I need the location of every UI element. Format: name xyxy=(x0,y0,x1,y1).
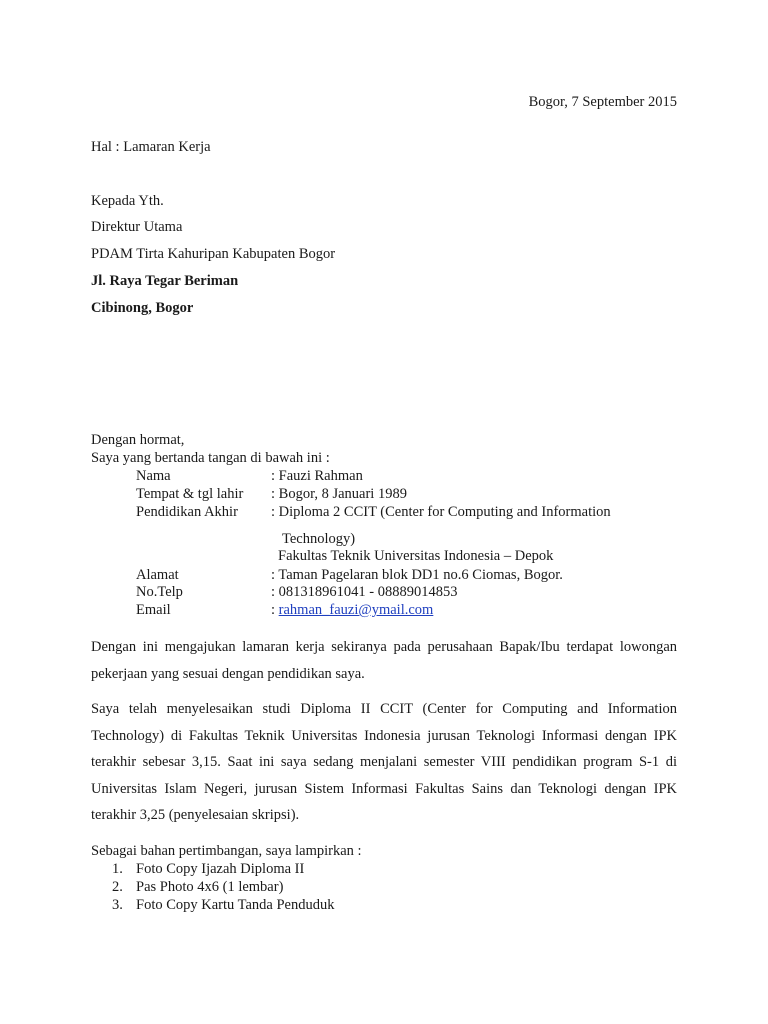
paragraph-education: Saya telah menyelesaikan studi Diploma II CCIT (Center for Computing and Information Technology) di Fakultas Teknik Universitas Indonesia jurusan Teknologi Informasi dengan IPK terakhir sebesar 3,15. Saat ini saya sedang menjalani semester VIII pendidikan program S-1 di Universitas Islam Negeri, jurusan Sistem Informasi Fakultas Sains dan Teknologi dengan IPK terakhir 3,25 (penyelesaian skripsi). xyxy=(91,701,677,823)
attachment-number: 1. xyxy=(112,861,123,877)
birth-value: : Bogor, 8 Januari 1989 xyxy=(271,486,407,502)
attachments-intro: Sebagai bahan pertimbangan, saya lampirkan : xyxy=(91,843,362,859)
attachment-item: Foto Copy Ijazah Diploma II xyxy=(136,861,305,877)
email-link[interactable]: rahman_fauzi@ymail.com xyxy=(278,602,434,618)
letter-subject: Hal : Lamaran Kerja xyxy=(91,139,211,155)
email-colon: : xyxy=(271,602,279,618)
address-label: Alamat xyxy=(136,567,179,583)
education-label: Pendidikan Akhir xyxy=(136,504,238,520)
recipient-street: Jl. Raya Tegar Beriman xyxy=(91,273,239,289)
birth-label: Tempat & tgl lahir xyxy=(136,486,244,502)
intro-line: Saya yang bertanda tangan di bawah ini : xyxy=(91,450,330,466)
education-value-line-2: Technology) xyxy=(282,531,356,547)
recipient-line-3: PDAM Tirta Kahuripan Kabupaten Bogor xyxy=(91,246,336,262)
recipient-line-2: Direktur Utama xyxy=(91,219,183,235)
attachment-number: 3. xyxy=(112,897,123,913)
recipient-city: Cibinong, Bogor xyxy=(91,300,194,316)
education-value-line-1: : Diploma 2 CCIT (Center for Computing and Information xyxy=(271,504,611,520)
address-value: : Taman Pagelaran blok DD1 no.6 Ciomas, Bogor. xyxy=(271,567,563,583)
attachment-number: 2. xyxy=(112,879,123,895)
phone-value: : 081318961041 - 08889014853 xyxy=(271,584,458,600)
letter-date: Bogor, 7 September 2015 xyxy=(528,94,677,110)
email-value xyxy=(271,602,433,619)
name-value: : Fauzi Rahman xyxy=(271,468,363,484)
recipient-line-1: Kepada Yth. xyxy=(91,193,164,209)
education-value-line-3: Fakultas Teknik Universitas Indonesia – Depok xyxy=(278,548,554,564)
name-label: Nama xyxy=(136,468,171,484)
paragraph-application: Dengan ini mengajukan lamaran kerja sekiranya pada perusahaan Bapak/Ibu terdapat lowongan pekerjaan yang sesuai dengan pendidikan saya. xyxy=(91,639,677,682)
greeting: Dengan hormat, xyxy=(91,432,185,448)
phone-label: No.Telp xyxy=(136,584,183,600)
attachment-item: Foto Copy Kartu Tanda Penduduk xyxy=(136,897,335,913)
attachment-item: Pas Photo 4x6 (1 lembar) xyxy=(136,879,284,895)
email-label: Email xyxy=(136,602,171,618)
